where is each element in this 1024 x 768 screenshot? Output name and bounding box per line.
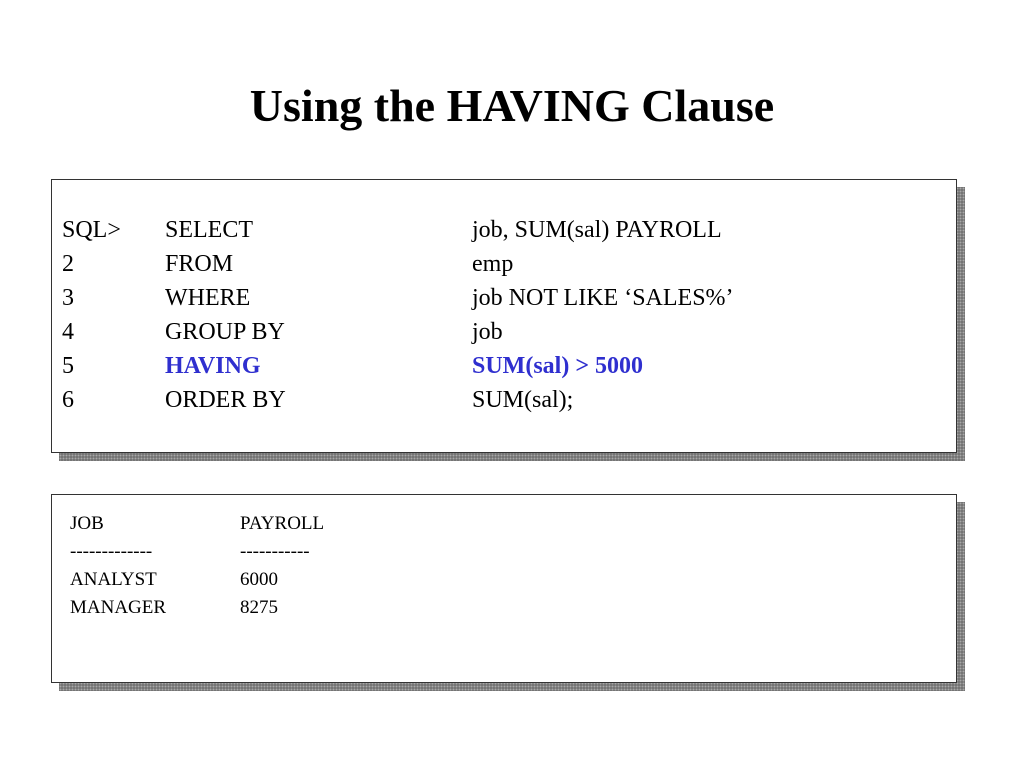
- slide-title: Using the HAVING Clause: [249, 80, 775, 131]
- line-number: 3: [62, 285, 74, 311]
- payroll-cell: 8275: [240, 597, 278, 618]
- result-header-row: [52, 510, 956, 538]
- sql-argument: job NOT LIKE ‘SALES%’: [472, 285, 734, 311]
- payroll-cell: 6000: [240, 569, 278, 590]
- column-header-payroll: PAYROLL: [240, 513, 325, 534]
- sql-argument: job: [472, 319, 503, 345]
- sql-line: [52, 315, 956, 349]
- sql-keyword: SELECT: [165, 217, 253, 243]
- line-number: 4: [62, 319, 74, 345]
- line-number: SQL>: [62, 217, 121, 243]
- sql-line-highlighted: [52, 349, 956, 383]
- sql-line: [52, 383, 956, 417]
- sql-keyword: GROUP BY: [165, 319, 285, 345]
- table-row: [52, 594, 956, 622]
- sql-line: [52, 213, 956, 247]
- separator: -----------: [240, 541, 310, 562]
- sql-line: [52, 281, 956, 315]
- sql-line: [52, 247, 956, 281]
- table-row: [52, 566, 956, 594]
- sql-argument: emp: [472, 251, 514, 277]
- job-cell: MANAGER: [70, 597, 167, 618]
- query-result-box: [51, 494, 957, 683]
- line-number: 2: [62, 251, 74, 277]
- sql-keyword: WHERE: [165, 285, 251, 311]
- sql-argument: SUM(sal);: [472, 387, 574, 413]
- line-number: 6: [62, 387, 74, 413]
- separator: -------------: [70, 541, 153, 562]
- sql-query-box: [51, 179, 957, 453]
- having-condition: SUM(sal) > 5000: [472, 353, 643, 379]
- sql-keyword: ORDER BY: [165, 387, 286, 413]
- column-header-job: JOB: [70, 513, 104, 534]
- sql-keyword: FROM: [165, 251, 234, 277]
- result-separator-row: [52, 538, 956, 566]
- job-cell: ANALYST: [70, 569, 157, 590]
- having-keyword: HAVING: [165, 353, 261, 379]
- sql-argument: job, SUM(sal) PAYROLL: [472, 217, 722, 243]
- line-number: 5: [62, 353, 74, 379]
